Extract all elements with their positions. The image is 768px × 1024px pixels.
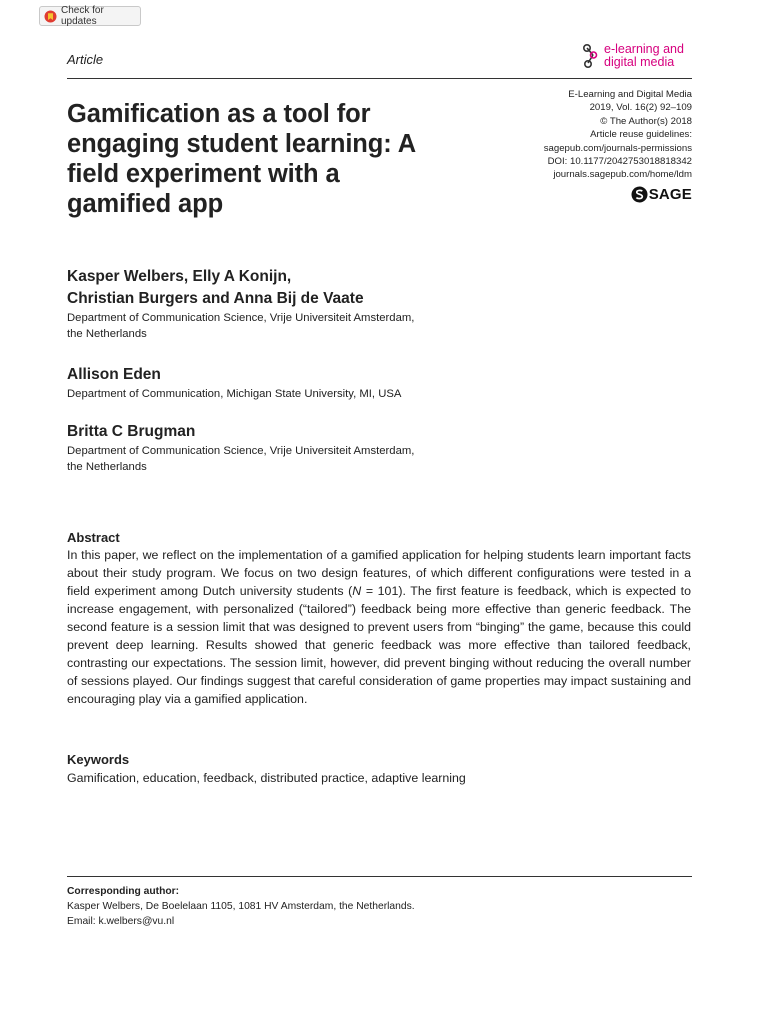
author-names: Kasper Welbers, Elly A Konijn, [67,268,292,285]
meta-permissions-link[interactable]: sagepub.com/journals-permissions [543,142,692,154]
corresponding-author-email[interactable]: Email: k.welbers@vu.nl [67,916,175,927]
author-group-3 [67,421,667,475]
molecule-icon [582,43,600,69]
journal-logo [582,43,684,69]
meta-copyright: © The Author(s) 2018 [600,115,692,127]
keywords-list: Gamification, education, feedback, distributed practice, adaptive learning [67,771,466,785]
check-for-updates-button[interactable] [39,6,141,26]
publisher-logo [631,186,692,203]
check-updates-icon [44,10,57,23]
keywords-heading: Keywords [67,752,130,767]
author-names: Allison Eden [67,366,161,383]
author-group-1 [67,266,667,342]
journal-logo-line1: e-learning and [604,42,684,56]
author-affiliation: Department of Communication, Michigan State University, MI, USA [67,388,402,400]
author-affiliation: Department of Communication Science, Vrije Universiteit Amsterdam, [67,445,415,457]
abstract-heading: Abstract [67,530,120,545]
publisher-name: SAGE [648,186,692,203]
sample-size-symbol: N [352,584,362,598]
article-type-label: Article [67,52,104,67]
paper-title: Gamification as a tool for engaging student learning: A field experiment with a gamified app [67,100,416,218]
author-names: Christian Burgers and Anna Bij de Vaate [67,290,364,307]
author-group-2 [67,364,667,402]
author-affiliation: the Netherlands [67,328,147,340]
meta-journal-name: E-Learning and Digital Media [568,89,692,100]
author-names: Britta C Brugman [67,423,196,440]
author-affiliation: Department of Communication Science, Vrije Universiteit Amsterdam, [67,312,415,324]
journal-metadata [544,88,692,182]
corresponding-author-heading: Corresponding author: [67,886,180,897]
author-affiliation: the Netherlands [67,461,147,473]
corresponding-author [67,884,415,929]
check-updates-label: Check for updates [61,5,104,27]
abstract-text-part: = 101). The first feature is feedback, which is expected to increase engagement, with personalized (“tailored”) feedback being more effective than generic feedback. The second feature is a session limit that was designed to prevent users from “binging” the game, because this could prevent deep learning. Results showed that generic feedback was more effective than tailored feedback, contrasting our expectations. The session limit, however, did prevent binging without reducing the overall number of sessions played. Our findings suggest that careful consideration of game properties may impact sustaining and encouraging play via a gamified application. [67,584,691,706]
header-divider [67,78,692,79]
abstract-text-part: In this paper, we reflect on the implementation of a gamified application for helping students learn important facts about their study program. We focus on two design features, of which different configurations were tested in a field experiment among Dutch university students ( [67,548,691,598]
sage-s-icon [631,186,648,203]
meta-doi-link[interactable]: DOI: 10.1177/2042753018818342 [547,156,692,168]
corresponding-author-address: Kasper Welbers, De Boelelaan 1105, 1081 HV Amsterdam, the Netherlands. [67,901,415,912]
meta-volume: 2019, Vol. 16(2) 92–109 [589,102,692,114]
journal-logo-line2: digital media [604,55,675,69]
footer-divider [67,876,692,877]
meta-journal-home-link[interactable]: journals.sagepub.com/home/ldm [553,169,692,181]
meta-reuse-label: Article reuse guidelines: [590,129,692,141]
abstract-body [67,546,691,708]
